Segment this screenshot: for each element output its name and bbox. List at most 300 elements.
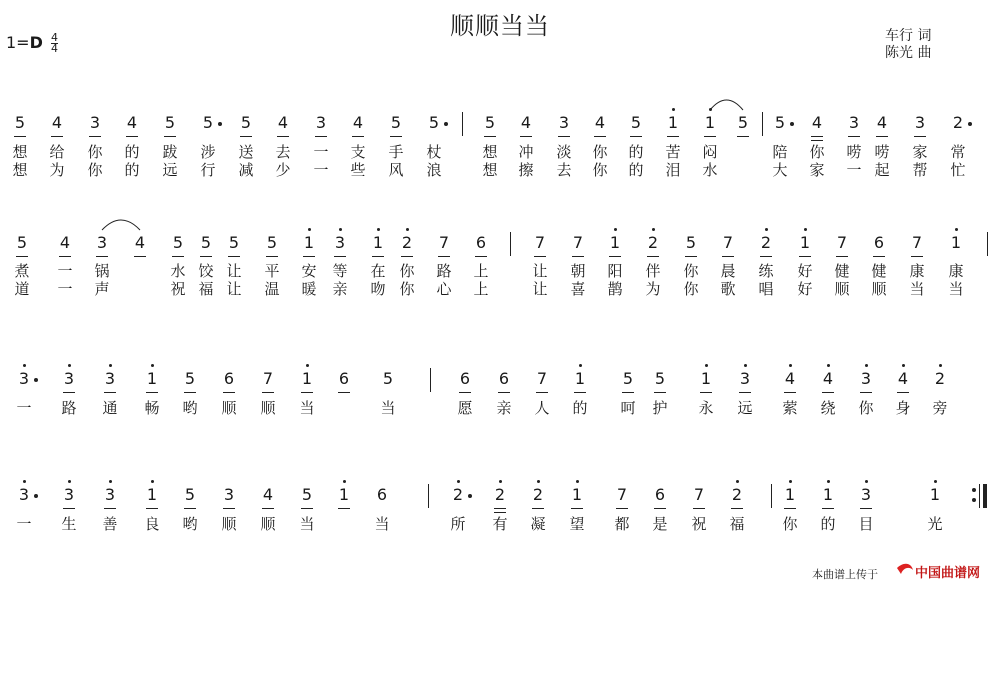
lyric-syllable: 上 [473,262,489,280]
note-digit: 4 [352,113,364,132]
note-digit: 4 [822,369,834,388]
note [530,368,554,390]
eighth-underline [572,256,584,257]
eighth-underline [622,392,634,393]
lyric-syllable: 浪 [426,161,442,179]
lyric-syllable: 顺 [834,280,850,298]
eighth-underline [594,136,606,137]
note [446,484,470,506]
note [432,232,456,254]
barline [771,484,772,508]
note-digit: 1 [784,485,796,504]
eighth-underline [338,392,350,393]
eighth-underline [616,508,628,509]
note [12,484,36,506]
note [905,232,929,254]
song-title: 顺顺当当 [450,12,550,40]
eighth-underline [630,136,642,137]
high-octave-dot [339,228,342,231]
note [842,112,866,134]
lyric-syllable: 当 [909,280,925,298]
note [610,484,634,506]
eighth-underline [459,392,471,393]
lyric-syllable: 你 [592,143,608,161]
note-digit: 4 [594,113,606,132]
note [295,368,319,390]
eighth-underline [484,136,496,137]
lyric-syllable: 闷 [702,143,718,161]
note-digit: 2 [401,233,413,252]
eighth-underline [104,508,116,509]
tie-arc [102,216,140,230]
note-digit: 7 [534,233,546,252]
note-digit: 3 [914,113,926,132]
lyric-syllable: 旁 [932,399,948,417]
eighth-underline [667,136,679,137]
eighth-underline [228,256,240,257]
lyric-syllable: 一 [57,280,73,298]
lyric-syllable: 畅 [144,399,160,417]
lyric-line-1 [10,399,995,417]
note-digit: 2 [731,485,743,504]
high-octave-dot [789,364,792,367]
high-octave-dot [789,480,792,483]
lyric-syllable: 让 [532,262,548,280]
eighth-underline [700,392,712,393]
high-octave-dot [902,364,905,367]
note-digit: 1 [301,369,313,388]
lyric-syllable: 让 [532,280,548,298]
note-digit: 5 [228,233,240,252]
eighth-underline [63,392,75,393]
lyric-syllable: 都 [614,515,630,533]
note [731,112,755,134]
note-digit: 1 [667,113,679,132]
note-digit: 7 [911,233,923,252]
eighth-underline [277,136,289,137]
note [854,484,878,506]
logo-text: 中国曲谱网 [915,565,981,580]
lyric-syllable: 行 [200,161,216,179]
note-digit: 4 [897,369,909,388]
lyric-syllable: 擦 [518,161,534,179]
note-digit: 3 [315,113,327,132]
note-digit: 6 [223,369,235,388]
lyric-syllable: 等 [332,262,348,280]
eighth-underline [654,392,666,393]
eighth-underline [536,392,548,393]
lyric-syllable: 帮 [912,161,928,179]
high-octave-dot [705,364,708,367]
lyric-syllable: 你 [592,161,608,179]
sixteenth-underline [494,512,506,513]
lyric-syllable: 你 [809,143,825,161]
lyric-syllable: 顺 [221,515,237,533]
note [514,112,538,134]
lyric-syllable: 顺 [221,399,237,417]
eighth-underline [223,508,235,509]
note-digit: 5 [240,113,252,132]
note-digit: 6 [498,369,510,388]
lyric-syllable: 阳 [607,262,623,280]
lyric-syllable: 减 [238,161,254,179]
note-digit: 1 [704,113,716,132]
note-digit: 3 [739,369,751,388]
eighth-underline [914,136,926,137]
note [98,484,122,506]
lyric-syllable: 良 [144,515,160,533]
note [805,112,829,134]
note [754,232,778,254]
high-octave-dot [499,480,502,483]
note-digit: 3 [223,485,235,504]
note-line [10,108,995,142]
barline [462,112,463,136]
eighth-underline [911,256,923,257]
lyric-syllable: 远 [737,399,753,417]
note [332,484,356,506]
note-digit: 5 [184,369,196,388]
high-octave-dot [23,480,26,483]
time-denominator: 4 [50,42,58,55]
note [778,484,802,506]
high-octave-dot [934,480,937,483]
lyric-syllable: 善 [102,515,118,533]
high-octave-dot [68,364,71,367]
note-digit: 5 [390,113,402,132]
lyric-syllable: 亲 [332,280,348,298]
lyric-syllable: 亲 [496,399,512,417]
note [624,112,648,134]
lyric-syllable: 朝 [570,262,586,280]
note [944,232,968,254]
eighth-underline [59,256,71,257]
lyric-syllable: 煮 [14,262,30,280]
eighth-underline [438,256,450,257]
lyric-syllable: 康 [909,262,925,280]
eighth-underline [63,508,75,509]
note [946,112,970,134]
eighth-underline [494,508,506,509]
eighth-underline [860,392,872,393]
repeat-dots [972,488,976,508]
note [648,484,672,506]
note-digit: 7 [836,233,848,252]
lyric-syllable: 的 [820,515,836,533]
augmentation-dot [444,122,448,126]
lyric-syllable: 当 [948,280,964,298]
note [90,232,114,254]
note-digit: 2 [452,485,464,504]
lyric-syllable: 练 [758,262,774,280]
lyric-syllable: 伴 [645,262,661,280]
note [217,484,241,506]
note-digit: 5 [266,233,278,252]
note-digit: 5 [654,369,666,388]
note-digit: 7 [693,485,705,504]
eighth-underline [558,136,570,137]
eighth-underline [609,256,621,257]
high-octave-dot [804,228,807,231]
high-octave-dot [151,480,154,483]
lyric-syllable: 哟 [182,515,198,533]
eighth-underline [146,508,158,509]
high-octave-dot [457,480,460,483]
note [384,112,408,134]
eighth-underline [390,136,402,137]
note [565,484,589,506]
lyric-syllable: 为 [49,161,65,179]
lyric-syllable: 淡 [556,143,572,161]
note-digit: 3 [104,369,116,388]
note [725,484,749,506]
eighth-underline [16,256,28,257]
lyric-syllable: 你 [858,399,874,417]
eighth-underline [301,508,313,509]
note [128,232,152,254]
eighth-underline [240,136,252,137]
lyric-syllable: 些 [350,161,366,179]
note [120,112,144,134]
high-octave-dot [377,228,380,231]
lyric-syllable: 福 [729,515,745,533]
note [166,232,190,254]
augmentation-dot [218,122,222,126]
lyric-syllable: 泪 [665,161,681,179]
eighth-underline [184,508,196,509]
lyric-syllable: 手 [388,143,404,161]
lyric-syllable: 绕 [820,399,836,417]
lyric-syllable: 跋 [162,143,178,161]
eighth-underline [822,392,834,393]
lyric-syllable: 有 [492,515,508,533]
note [332,368,356,390]
lyric-syllable: 当 [299,515,315,533]
note [140,484,164,506]
lyric-syllable: 在 [370,262,386,280]
note-digit: 1 [303,233,315,252]
lyric-syllable: 路 [61,399,77,417]
eighth-underline [303,256,315,257]
high-octave-dot [865,480,868,483]
high-octave-dot [109,480,112,483]
note [478,112,502,134]
note-digit: 4 [520,113,532,132]
note [178,368,202,390]
note-digit: 1 [799,233,811,252]
note-digit: 3 [96,233,108,252]
lyric-syllable: 一 [16,399,32,417]
lyric-syllable: 声 [94,280,110,298]
lyric-syllable: 锅 [94,262,110,280]
note-digit: 2 [934,369,946,388]
high-octave-dot [614,228,617,231]
note-digit: 3 [334,233,346,252]
note-digit: 2 [760,233,772,252]
lyric-syllable: 身 [895,399,911,417]
lyric-syllable: 道 [14,280,30,298]
eighth-underline [532,508,544,509]
lyric-syllable: 你 [87,161,103,179]
note [53,232,77,254]
eighth-underline [146,392,158,393]
sixteenth-underline [811,140,823,141]
lyric-syllable: 凝 [530,515,546,533]
eighth-underline [897,392,909,393]
lyric-syllable: 常 [950,143,966,161]
note [816,368,840,390]
lyric-syllable: 冲 [518,143,534,161]
note [733,368,757,390]
note-digit: 5 [200,233,212,252]
eighth-underline [372,256,384,257]
note-digit: 7 [722,233,734,252]
lyric-syllable: 苦 [665,143,681,161]
high-octave-dot [939,364,942,367]
lyric-syllable: 好 [797,280,813,298]
note [45,112,69,134]
eighth-underline [860,508,872,509]
note [616,368,640,390]
note [222,232,246,254]
note [679,232,703,254]
barline [430,368,431,392]
note-digit: 3 [89,113,101,132]
note-digit: 3 [860,369,872,388]
note-digit: 3 [558,113,570,132]
lyric-syllable: 祝 [691,515,707,533]
note [552,112,576,134]
note-digit: 5 [630,113,642,132]
note [217,368,241,390]
lyric-syllable: 晨 [720,262,736,280]
note [566,232,590,254]
lyric-syllable: 当 [299,399,315,417]
eighth-underline [301,392,313,393]
note-digit: 3 [63,485,75,504]
note-digit: 4 [134,233,146,252]
note-digit: 1 [574,369,586,388]
note-line [10,480,995,514]
lyric-syllable: 的 [124,143,140,161]
note [768,112,792,134]
high-octave-dot [827,480,830,483]
note-digit: 1 [571,485,583,504]
augmentation-dot [468,494,472,498]
lyric-syllable: 唠 [846,143,862,161]
lyric-syllable: 愿 [457,399,473,417]
note [376,368,400,390]
augmentation-dot [34,494,38,498]
high-octave-dot [827,364,830,367]
eighth-underline [104,392,116,393]
note-digit: 4 [59,233,71,252]
note-digit: 2 [532,485,544,504]
lyric-syllable: 去 [275,143,291,161]
lyric-syllable: 杖 [426,143,442,161]
lyric-syllable: 你 [683,280,699,298]
eighth-underline [352,136,364,137]
eighth-underline [737,136,749,137]
note [778,368,802,390]
high-octave-dot [744,364,747,367]
lyric-syllable: 心 [436,280,452,298]
eighth-underline [184,392,196,393]
note [453,368,477,390]
note-digit: 3 [104,485,116,504]
lyric-syllable: 风 [388,161,404,179]
lyric-syllable: 你 [782,515,798,533]
note [830,232,854,254]
note [57,484,81,506]
lyric-syllable: 唱 [758,280,774,298]
lyric-syllable: 温 [264,280,280,298]
note [366,232,390,254]
note [793,232,817,254]
high-octave-dot [652,228,655,231]
lyric-syllable: 福 [198,280,214,298]
barline [510,232,511,256]
note-digit: 7 [572,233,584,252]
note-digit: 5 [172,233,184,252]
lyric-syllable: 萦 [782,399,798,417]
note [140,368,164,390]
time-numerator: 4 [50,31,58,44]
eighth-underline [534,256,546,257]
note-digit: 7 [262,369,274,388]
note-digit: 4 [126,113,138,132]
lyric-line-1 [10,143,995,161]
high-octave-dot [672,108,675,111]
eighth-underline [836,256,848,257]
eighth-underline [334,256,346,257]
lyric-syllable: 想 [12,143,28,161]
lyric-syllable: 饺 [198,262,214,280]
lyric-syllable: 去 [556,161,572,179]
lyric-syllable: 护 [652,399,668,417]
note-digit: 5 [428,113,440,132]
note-digit: 3 [63,369,75,388]
note-digit: 5 [202,113,214,132]
note [687,484,711,506]
eighth-underline [822,508,834,509]
lyric-syllable: 健 [834,262,850,280]
logo-swirl-icon [897,564,913,574]
note [641,232,665,254]
note-digit: 5 [16,233,28,252]
eighth-underline [172,256,184,257]
eighth-underline [873,256,885,257]
lyric-syllable: 人 [534,399,550,417]
lyric-syllable: 让 [226,280,242,298]
note [603,232,627,254]
note-digit: 1 [338,485,350,504]
lyric-syllable: 通 [102,399,118,417]
lyric-line-2 [10,161,995,179]
eighth-underline [200,256,212,257]
eighth-underline [722,256,734,257]
lyric-syllable: 哟 [182,399,198,417]
note-digit: 4 [784,369,796,388]
note-digit: 1 [950,233,962,252]
high-octave-dot [955,228,958,231]
tie-arc [710,96,743,110]
time-signature [51,33,58,54]
eighth-underline [475,256,487,257]
lyric-syllable: 目 [858,515,874,533]
eighth-underline [784,508,796,509]
lyric-syllable: 安 [301,262,317,280]
